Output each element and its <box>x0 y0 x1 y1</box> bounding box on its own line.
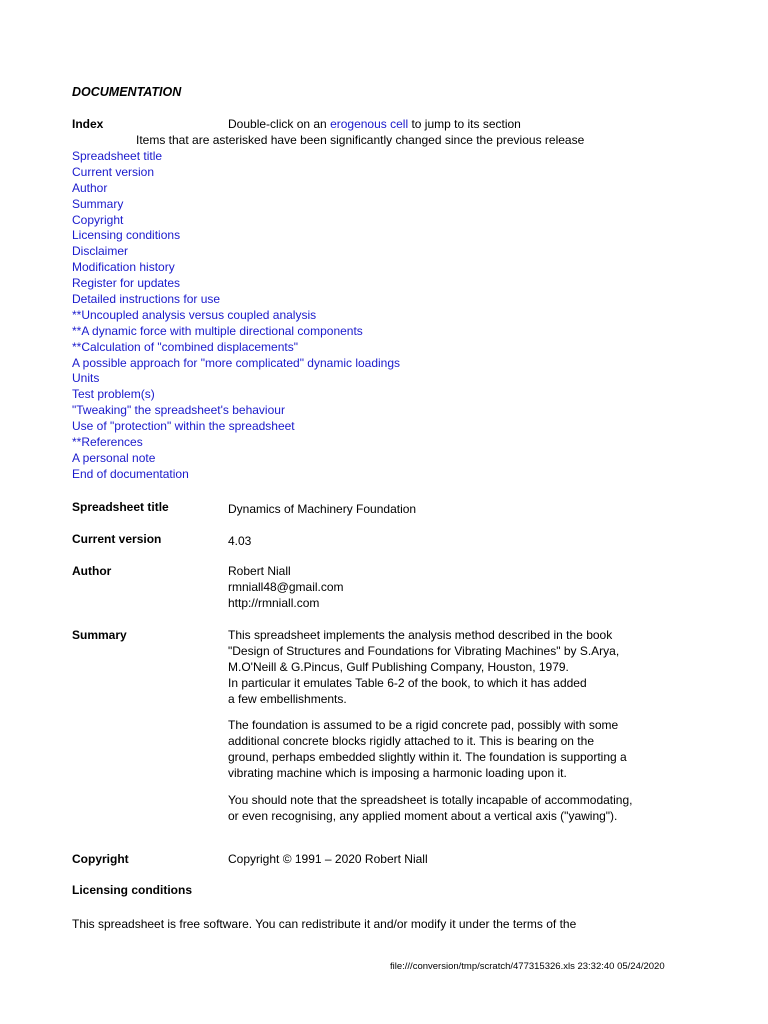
index-link-author[interactable]: Author <box>72 180 108 195</box>
index-link-disclaimer[interactable]: Disclaimer <box>72 244 129 259</box>
summary-label: Summary <box>72 628 127 642</box>
author-website: http://rmniall.com <box>228 595 320 610</box>
asterisk-note: Items that are asterisked have been significantly changed since the previous release <box>136 133 585 147</box>
author-name: Robert Niall <box>228 564 291 578</box>
index-link-uncoupled[interactable]: **Uncoupled analysis versus coupled analysis <box>72 307 317 322</box>
instruction-before: Double-click on an <box>228 117 331 131</box>
index-link-references[interactable]: **References <box>72 435 143 450</box>
summary-line: "Design of Structures and Foundations for Vibrating Machines" by S.Arya, <box>228 643 620 658</box>
index-link-instructions[interactable]: Detailed instructions for use <box>72 292 221 307</box>
summary-line: additional concrete blocks rigidly attached to it. This is bearing on the <box>228 734 594 749</box>
index-link-licensing[interactable]: Licensing conditions <box>72 228 181 243</box>
index-link-protection[interactable]: Use of "protection" within the spreadsheet <box>72 419 295 434</box>
index-link-complicated-loadings[interactable]: A possible approach for "more complicated" dynamic loadings <box>72 355 401 370</box>
index-link-combined-displacements[interactable]: **Calculation of "combined displacements" <box>72 339 298 354</box>
summary-line: vibrating machine which is imposing a harmonic loading upon it. <box>228 766 567 781</box>
summary-line: or even recognising, any applied moment about a vertical axis ("yawing"). <box>228 808 618 823</box>
spreadsheet-title-value: Dynamics of Machinery Foundation <box>228 502 417 516</box>
erogenous-cell-link[interactable]: erogenous cell <box>330 117 409 131</box>
index-link-dynamic-force[interactable]: **A dynamic force with multiple directional components <box>72 323 363 338</box>
instruction-after: to jump to its section <box>408 117 521 131</box>
summary-line: ground, perhaps embedded slightly within it. The foundation is supporting a <box>228 750 627 765</box>
index-link-register[interactable]: Register for updates <box>72 276 181 291</box>
summary-line: a few embellishments. <box>228 691 347 706</box>
index-link-summary[interactable]: Summary <box>72 196 124 211</box>
index-list <box>72 149 400 483</box>
author-email: rmniall48@gmail.com <box>228 579 344 594</box>
summary-line: M.O'Neill & G.Pincus, Gulf Publishing Company, Houston, 1979. <box>228 659 569 674</box>
copyright-value: Copyright © 1991 – 2020 Robert Niall <box>228 852 428 866</box>
licensing-label: Licensing conditions <box>72 883 193 897</box>
page-footer: file:///conversion/tmp/scratch/477315326.xls 23:32:40 05/24/2020 <box>390 961 665 972</box>
index-link-units[interactable]: Units <box>72 371 100 386</box>
index-link-personal-note[interactable]: A personal note <box>72 450 156 465</box>
author-label: Author <box>72 564 112 578</box>
summary-block <box>228 628 633 825</box>
index-instruction <box>228 117 521 133</box>
licensing-text: This spreadsheet is free software. You can redistribute it and/or modify it under the terms of the <box>72 917 577 931</box>
index-link-current-version[interactable]: Current version <box>72 164 155 179</box>
summary-line: In particular it emulates Table 6-2 of the book, to which it has added <box>228 675 587 690</box>
spreadsheet-title-label: Spreadsheet title <box>72 500 169 514</box>
index-link-test-problems[interactable]: Test problem(s) <box>72 387 155 402</box>
current-version-label: Current version <box>72 532 162 546</box>
index-label: Index <box>72 117 104 131</box>
summary-line: You should note that the spreadsheet is totally incapable of accommodating, <box>228 793 633 808</box>
summary-line: This spreadsheet implements the analysis method described in the book <box>228 628 613 642</box>
index-link-spreadsheet-title[interactable]: Spreadsheet title <box>72 149 163 163</box>
index-link-end[interactable]: End of documentation <box>72 466 189 481</box>
doc-heading: DOCUMENTATION <box>72 85 182 99</box>
author-block <box>228 564 344 612</box>
current-version-value: 4.03 <box>228 534 252 548</box>
index-link-copyright[interactable]: Copyright <box>72 212 124 227</box>
copyright-label: Copyright <box>72 852 129 866</box>
index-link-modification-history[interactable]: Modification history <box>72 260 175 275</box>
summary-line: The foundation is assumed to be a rigid concrete pad, possibly with some <box>228 718 619 733</box>
index-link-tweaking[interactable]: "Tweaking" the spreadsheet's behaviour <box>72 403 285 418</box>
